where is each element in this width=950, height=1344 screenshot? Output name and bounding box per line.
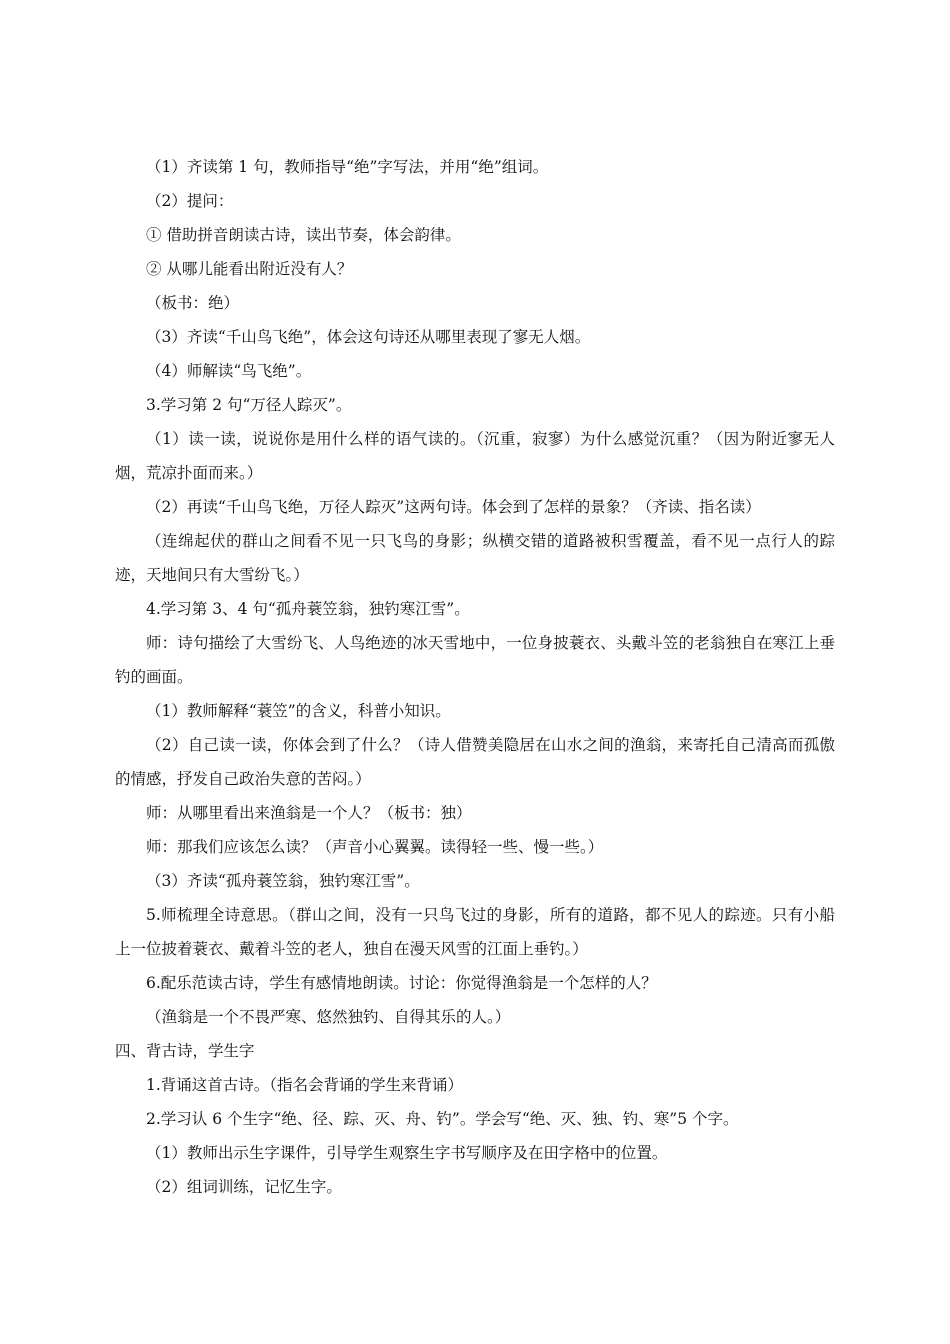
- section-heading: 1.背诵这首古诗。（指名会背诵的学生来背诵）: [146, 1076, 464, 1094]
- chapter-heading: 四、背古诗，学生字: [115, 1042, 255, 1060]
- paragraph: （1）教师出示生字课件，引导学生观察生字书写顺序及在田字格中的位置。: [146, 1144, 668, 1162]
- section-heading: 5.师梳理全诗意思。（群山之间，没有一只鸟飞过的身影，所有的道路，都不见人的踪迹。只有小船上一位披着蓑衣、戴着斗笠的老人，独自在漫天风雪的江面上垂钓。）: [115, 906, 835, 958]
- paragraph: （1）教师解释“蓑笠”的含义，科普小知识。: [146, 702, 451, 720]
- paragraph: （2）再读“千山鸟飞绝，万径人踪灭”这两句诗。体会到了怎样的景象？（齐读、指名读）: [146, 498, 761, 516]
- paragraph: 师：从哪里看出来渔翁是一个人？（板书：独）: [146, 804, 472, 822]
- section-heading: 4.学习第 3、4 句“孤舟蓑笠翁，独钓寒江雪”。: [146, 600, 470, 618]
- paragraph: （渔翁是一个不畏严寒、悠然独钓、自得其乐的人。）: [146, 1008, 511, 1026]
- section-heading: 2.学习认 6 个生字“绝、径、踪、灭、舟、钓”。学会写“绝、灭、独、钓、寒”5 个字。: [146, 1110, 739, 1128]
- paragraph: （2）提问：: [146, 192, 234, 210]
- paragraph: （3）齐读“千山鸟飞绝”，体会这句诗还从哪里表现了寥无人烟。: [146, 328, 591, 346]
- document-body: [115, 150, 835, 1204]
- paragraph: （连绵起伏的群山之间看不见一只飞鸟的身影；纵横交错的道路被积雪覆盖，看不见一点行人的踪迹，天地间只有大雪纷飞。）: [115, 532, 835, 584]
- paragraph: （1）齐读第 1 句，教师指导“绝”字写法，并用“绝”组词。: [146, 158, 549, 176]
- paragraph: （4）师解读“鸟飞绝”。: [146, 362, 312, 380]
- section-heading: 6.配乐范读古诗，学生有感情地朗读。讨论：你觉得渔翁是一个怎样的人？: [146, 974, 657, 992]
- paragraph: （板书：绝）: [146, 294, 240, 312]
- paragraph: ① 借助拼音朗读古诗，读出节奏，体会韵律。: [146, 226, 461, 244]
- paragraph: （3）齐读“孤舟蓑笠翁，独钓寒江雪”。: [146, 872, 420, 890]
- paragraph: （1）读一读，说说你是用什么样的语气读的。（沉重，寂寥）为什么感觉沉重？（因为附近寥无人烟，荒凉扑面而来。）: [115, 430, 835, 482]
- paragraph: 师：那我们应该怎么读？（声音小心翼翼。读得轻一些、慢一些。）: [146, 838, 604, 856]
- paragraph: ② 从哪儿能看出附近没有人？: [146, 260, 353, 278]
- paragraph: （2）组词训练，记忆生字。: [146, 1178, 342, 1196]
- section-heading: 3.学习第 2 句“万径人踪灭”。: [146, 396, 352, 414]
- paragraph: （2）自己读一读，你体会到了什么？（诗人借赞美隐居在山水之间的渔翁，来寄托自己清高而孤傲的情感，抒发自己政治失意的苦闷。）: [115, 736, 835, 788]
- paragraph: 师：诗句描绘了大雪纷飞、人鸟绝迹的冰天雪地中，一位身披蓑衣、头戴斗笠的老翁独自在寒江上垂钓的画面。: [115, 634, 835, 686]
